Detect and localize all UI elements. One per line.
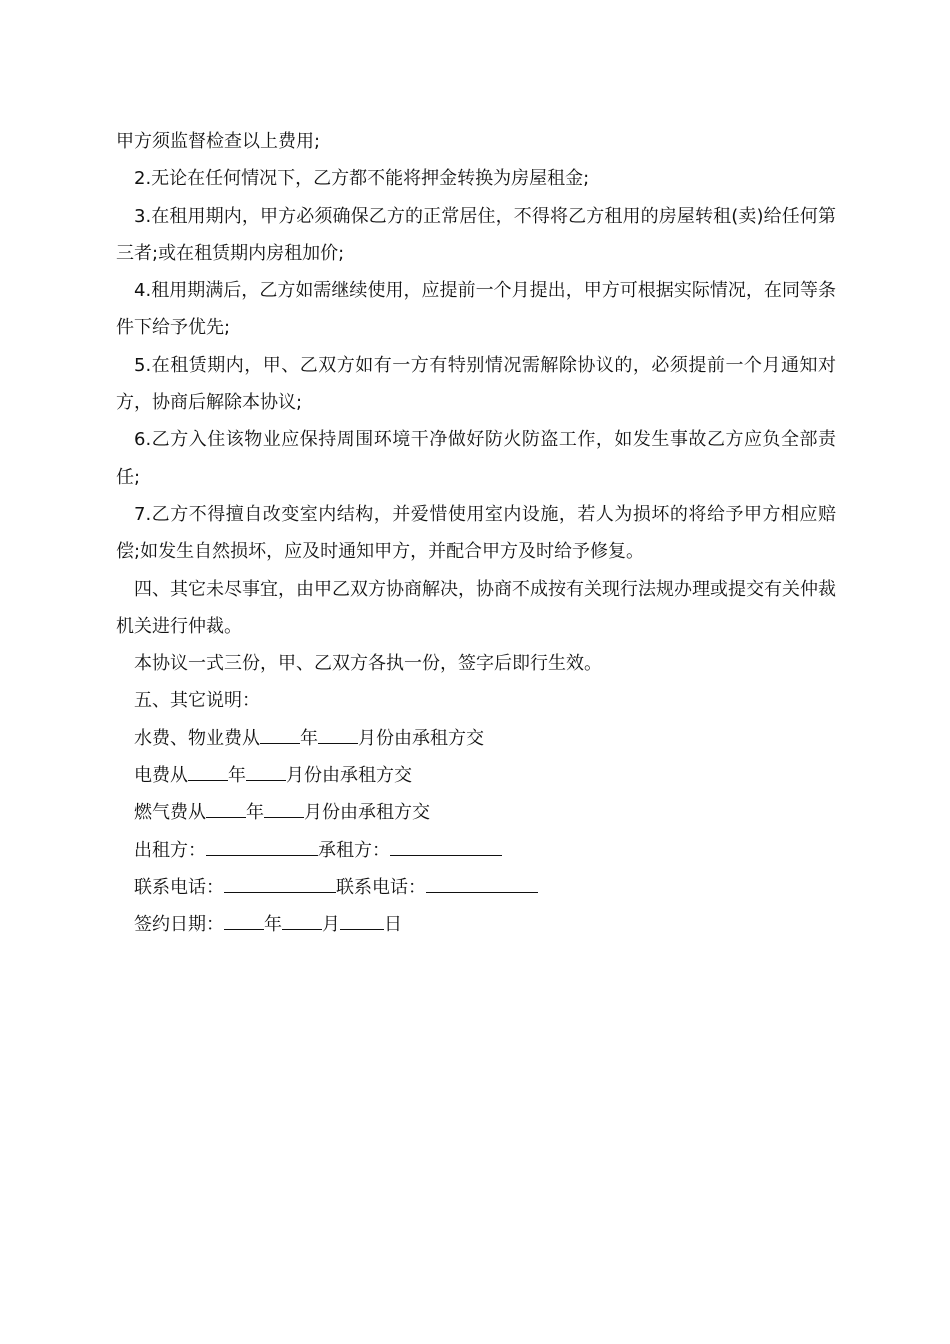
- lessor-phone-label: 联系电话：: [134, 876, 224, 898]
- clause-4-renewal: 4.租用期满后，乙方如需继续使用，应提前一个月提出，甲方可根据实际情况，在同等条件下给予优先;: [116, 280, 836, 339]
- lessee-phone-label: 联系电话：: [336, 876, 426, 898]
- lessor-blank[interactable]: [206, 837, 318, 856]
- clause-2-deposit: 2.无论在任何情况下，乙方都不能将押金转换为房屋租金;: [134, 168, 590, 190]
- lessee-label: 承租方：: [318, 839, 390, 861]
- electric-year-blank[interactable]: [188, 762, 228, 781]
- signing-day-blank[interactable]: [340, 911, 384, 930]
- signing-date-label: 签约日期：: [134, 914, 224, 936]
- clause-5-termination: 5.在租赁期内，甲、乙双方如有一方有特别情况需解除协议的，必须提前一个月通知对方，协商后解除本协议;: [116, 354, 836, 414]
- copies-statement: 本协议一式三份，甲、乙双方各执一份，签字后即行生效。: [134, 653, 602, 675]
- gas-year-label: 年: [246, 802, 264, 824]
- gas-fee-suffix: 月份由承租方交: [304, 802, 430, 824]
- section-5-heading: 五、其它说明：: [134, 690, 260, 712]
- signing-month-label: 月: [322, 914, 340, 936]
- clause-6-safety: 6.乙方入住该物业应保持周围环境干净做好防火防盗工作，如发生事故乙方应负全部责任;: [116, 429, 836, 488]
- clause-7-structure: 7.乙方不得擅自改变室内结构，并爱惜使用室内设施，若人为损坏的将给予甲方相应赔偿;如发生自然损坏，应及时通知甲方，并配合甲方及时给予修复。: [116, 503, 836, 563]
- gas-year-blank[interactable]: [206, 799, 246, 818]
- water-fee-suffix: 月份由承租方交: [358, 727, 484, 749]
- phones-line: [116, 869, 836, 906]
- signing-year-blank[interactable]: [224, 911, 264, 930]
- electric-fee-line: [116, 757, 836, 794]
- electric-year-label: 年: [228, 765, 246, 787]
- signing-year-label: 年: [264, 914, 282, 936]
- signing-month-blank[interactable]: [282, 911, 322, 930]
- electric-fee-suffix: 月份由承租方交: [286, 765, 412, 787]
- gas-fee-prefix: 燃气费从: [134, 802, 206, 824]
- clause-3-residence: 3.在租用期内，甲方必须确保乙方的正常居住，不得将乙方租用的房屋转租(卖)给任何第三者;或在租赁期内房租加价;: [116, 205, 836, 264]
- gas-month-blank[interactable]: [264, 799, 304, 818]
- electric-fee-prefix: 电费从: [134, 765, 188, 787]
- signing-day-label: 日: [384, 914, 402, 936]
- electric-month-blank[interactable]: [246, 762, 286, 781]
- section-4-other-matters: 四、其它未尽事宜，由甲乙双方协商解决，协商不成按有关现行法规办理或提交有关仲裁机关进行仲裁。: [116, 578, 836, 637]
- signing-date-line: [116, 906, 836, 943]
- water-year-blank[interactable]: [260, 725, 300, 744]
- document-body: [116, 123, 836, 944]
- lessee-blank[interactable]: [390, 837, 502, 856]
- lessor-label: 出租方：: [134, 839, 206, 861]
- water-month-blank[interactable]: [318, 725, 358, 744]
- water-fee-prefix: 水费、物业费从: [134, 727, 260, 749]
- paragraph-fee-supervision: 甲方须监督检查以上费用;: [116, 131, 321, 152]
- lessor-phone-blank[interactable]: [224, 874, 336, 893]
- gas-fee-line: [116, 794, 836, 831]
- water-fee-line: [116, 720, 836, 757]
- water-year-label: 年: [300, 727, 318, 749]
- lessee-phone-blank[interactable]: [426, 874, 538, 893]
- parties-line: [116, 832, 836, 869]
